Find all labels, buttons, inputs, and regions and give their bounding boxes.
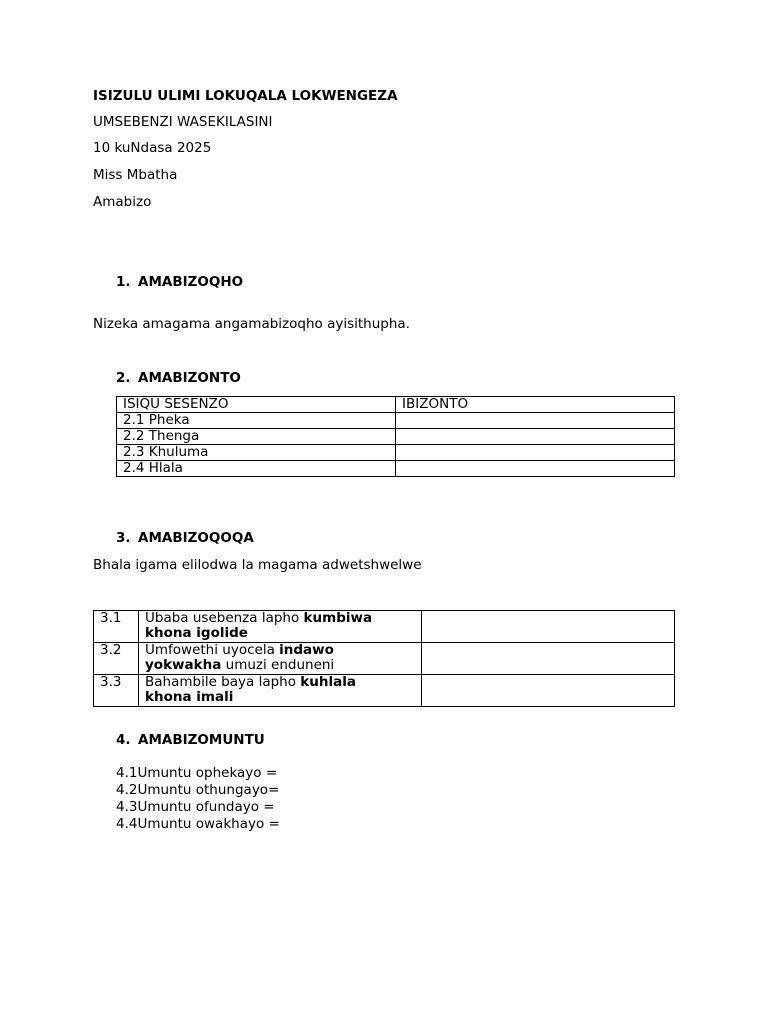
document-topic: Amabizo [93, 194, 152, 210]
table-row [94, 675, 675, 707]
answer-cell[interactable] [422, 611, 675, 643]
underlined-word: khona imali [145, 689, 234, 705]
sentence-text: Ubaba usebenza lapho [145, 610, 304, 626]
table-cell: 2.2 Thenga [117, 429, 396, 445]
sentence-text: umuzi enduneni [221, 657, 335, 673]
answer-cell[interactable] [396, 445, 675, 461]
section-number: 1. [116, 274, 131, 290]
table-row [117, 445, 675, 461]
document-title: ISIZULU ULIMI LOKUQALA LOKWENGEZA [93, 88, 398, 104]
table-header-cell: IBIZONTO [396, 397, 675, 413]
person-nouns-list [116, 765, 280, 833]
sentence-cell [139, 643, 422, 675]
collective-table [93, 610, 675, 707]
underlined-word: kuhlala [300, 674, 356, 690]
list-item: 4.2Umuntu othungayo= [116, 782, 280, 798]
sentence-text: Bahambile baya lapho [145, 674, 301, 690]
section-3-instruction: Bhala igama elilodwa la magama adwetshwelwe [93, 557, 422, 573]
section-number: 3. [116, 530, 131, 546]
list-item: 4.3Umuntu ofundayo = [116, 799, 275, 815]
section-2-heading [116, 370, 241, 386]
section-number: 2. [116, 370, 131, 386]
document-subtitle: UMSEBENZI WASEKILASINI [93, 114, 273, 130]
sentence-cell [139, 611, 422, 643]
answer-cell[interactable] [396, 461, 675, 477]
row-number: 3.2 [94, 643, 139, 675]
answer-cell[interactable] [422, 675, 675, 707]
underlined-word: khona igolide [145, 625, 248, 641]
underlined-word: kumbiwa [303, 610, 373, 626]
section-title: AMABIZOQOQA [138, 530, 254, 546]
teacher-name: Miss Mbatha [93, 167, 178, 183]
underlined-word: indawo [279, 642, 334, 658]
section-1-instruction: Nizeka amagama angamabizoqho ayisithupha. [93, 316, 410, 332]
section-4-heading [116, 732, 265, 748]
list-item: 4.4Umuntu owakhayo = [116, 816, 280, 832]
table-header-row [117, 397, 675, 413]
table-row [94, 643, 675, 675]
table-row [94, 611, 675, 643]
sentence-cell [139, 675, 422, 707]
section-title: AMABIZOMUNTU [138, 732, 265, 748]
section-1-heading [116, 274, 243, 290]
section-number: 4. [116, 732, 131, 748]
underlined-word: yokwakha [145, 657, 222, 673]
table-header-cell: ISIQU SESENZO [117, 397, 396, 413]
section-3-heading [116, 530, 254, 546]
document-date: 10 kuNdasa 2025 [93, 140, 212, 156]
section-title: AMABIZONTO [138, 370, 241, 386]
answer-cell[interactable] [422, 643, 675, 675]
answer-cell[interactable] [396, 413, 675, 429]
sentence-text: Umfowethi uyocela [145, 642, 280, 658]
row-number: 3.1 [94, 611, 139, 643]
table-cell: 2.1 Pheka [117, 413, 396, 429]
row-number: 3.3 [94, 675, 139, 707]
table-row [117, 413, 675, 429]
table-cell: 2.3 Khuluma [117, 445, 396, 461]
table-row [117, 429, 675, 445]
table-row [117, 461, 675, 477]
list-item: 4.1Umuntu ophekayo = [116, 765, 278, 781]
answer-cell[interactable] [396, 429, 675, 445]
nouns-table [116, 396, 675, 477]
section-title: AMABIZOQHO [138, 274, 244, 290]
table-cell: 2.4 Hlala [117, 461, 396, 477]
